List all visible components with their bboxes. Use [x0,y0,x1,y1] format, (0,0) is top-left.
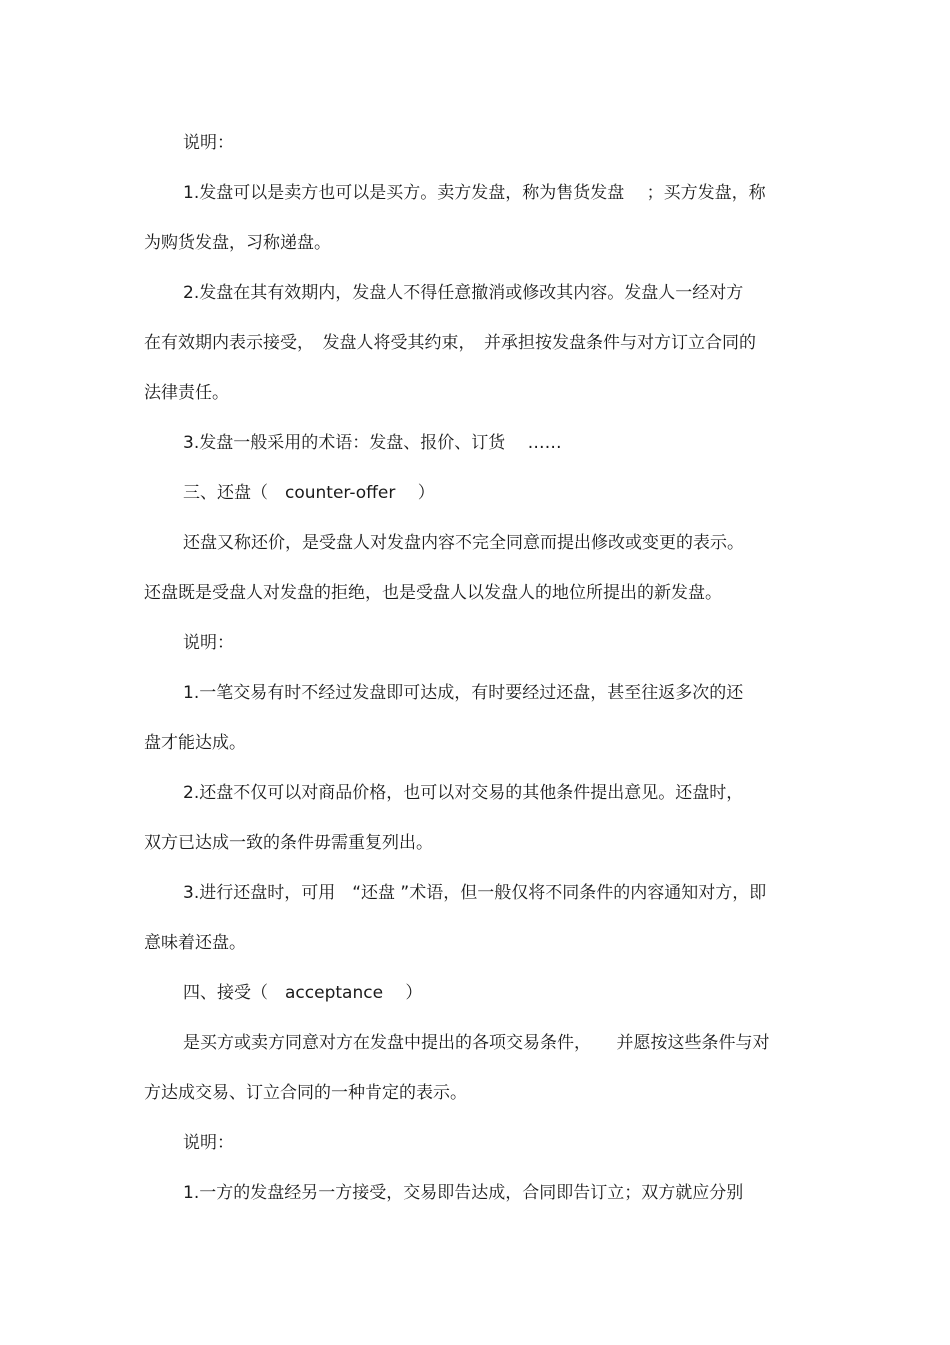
section-heading-counter-offer: 三、还盘（ counter-offer ） [183,483,435,503]
paragraph-line: 为购货发盘，习称递盘。 [144,233,331,253]
paragraph-line: 1.一方的发盘经另一方接受，交易即告达成，合同即告订立；双方就应分别 [183,1183,744,1203]
paragraph-line: 方达成交易、订立合同的一种肯定的表示。 [144,1083,467,1103]
paragraph-line: 3.发盘一般采用的术语：发盘、报价、订货 …… [183,433,562,453]
paragraph-line: 3.进行还盘时，可用 “还盘 ”术语，但一般仅将不同条件的内容通知对方，即 [183,883,767,903]
paragraph-line: 双方已达成一致的条件毋需重复列出。 [144,833,433,853]
paragraph-line: 在有效期内表示接受， 发盘人将受其约束， 并承担按发盘条件与对方订立合同的 [144,333,756,353]
paragraph-line: 是买方或卖方同意对方在发盘中提出的各项交易条件， 并愿按这些条件与对 [183,1033,770,1053]
paragraph-line: 意味着还盘。 [144,933,246,953]
paragraph-line: 2.发盘在其有效期内，发盘人不得任意撤消或修改其内容。发盘人一经对方 [183,283,744,303]
paragraph-line: 法律责任。 [144,383,229,403]
explanation-heading: 说明： [183,133,234,153]
section-heading-acceptance: 四、接受（ acceptance ） [183,983,423,1003]
paragraph-line: 还盘既是受盘人对发盘的拒绝，也是受盘人以发盘人的地位所提出的新发盘。 [144,583,722,603]
paragraph-line: 还盘又称还价，是受盘人对发盘内容不完全同意而提出修改或变更的表示。 [183,533,744,553]
paragraph-line: 2.还盘不仅可以对商品价格，也可以对交易的其他条件提出意见。还盘时， [183,783,744,803]
paragraph-line: 1.发盘可以是卖方也可以是买方。卖方发盘，称为售货发盘 ；买方发盘，称 [183,183,766,203]
paragraph-line: 1.一笔交易有时不经过发盘即可达成，有时要经过还盘，甚至往返多次的还 [183,683,744,703]
explanation-heading: 说明： [183,633,234,653]
paragraph-line: 盘才能达成。 [144,733,246,753]
explanation-heading: 说明： [183,1133,234,1153]
